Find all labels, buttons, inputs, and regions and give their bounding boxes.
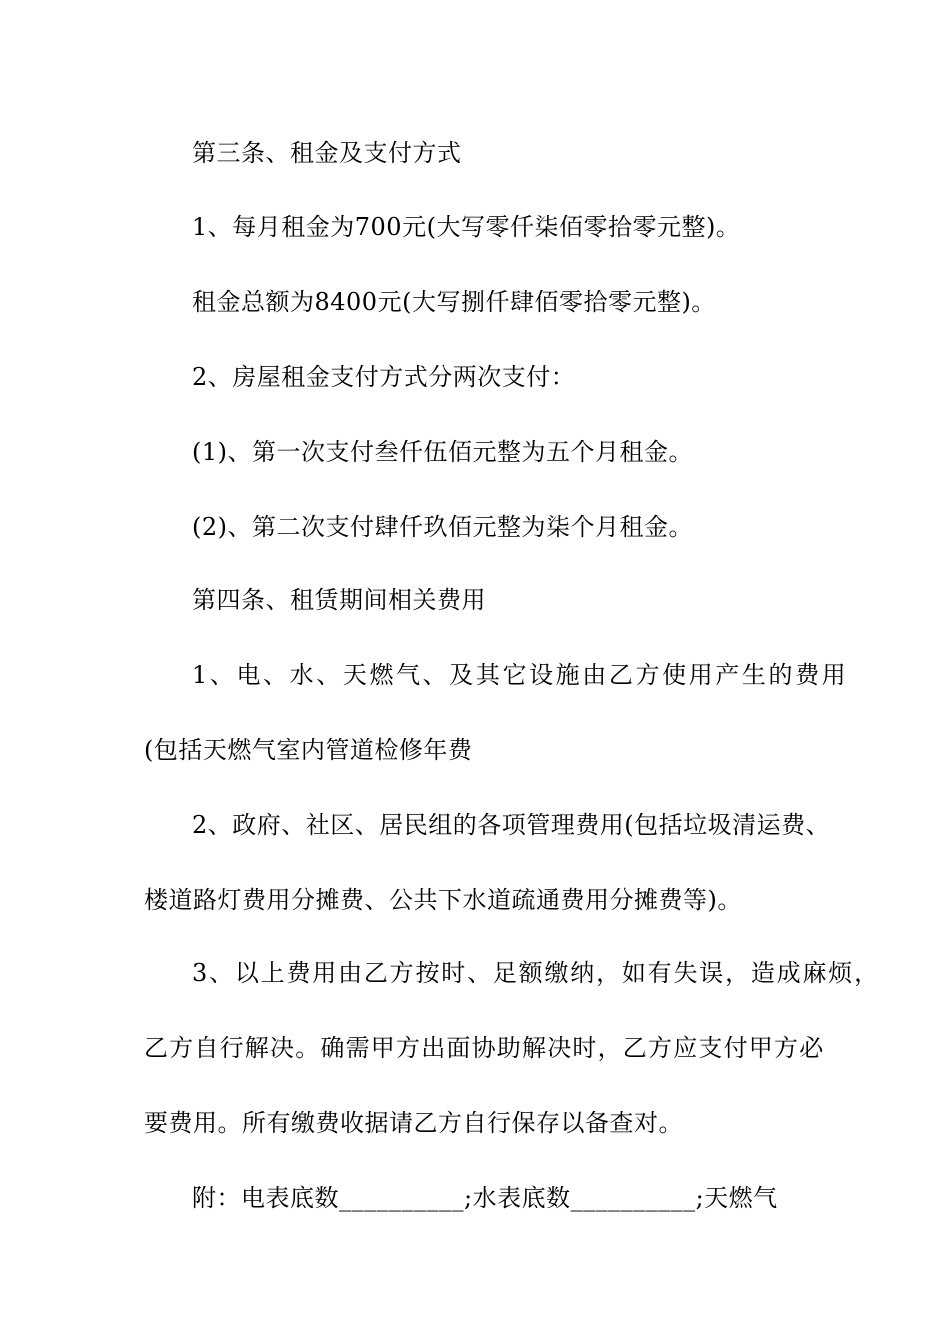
utilities-line: 1、电、水、天燃气、及其它设施由乙方使用产生的费用 <box>192 661 849 689</box>
first-payment-line: (1)、第一次支付叁仟伍佰元整为五个月租金。 <box>192 438 693 466</box>
monthly-rent-line: 1、每月租金为700元(大写零仟柒佰零拾零元整)。 <box>192 213 741 241</box>
management-fees-line: 2、政府、社区、居民组的各项管理费用(包括垃圾清运费、 <box>192 811 831 839</box>
article-3-heading: 第三条、租金及支付方式 <box>192 139 462 167</box>
second-payment-line: (2)、第二次支付肆仟玖佰元整为柒个月租金。 <box>192 513 693 541</box>
payment-responsibility-continuation-line: 乙方自行解决。确需甲方出面协助解决时，乙方应支付甲方必 <box>144 1034 825 1062</box>
payment-method-line: 2、房屋租金支付方式分两次支付： <box>192 363 576 391</box>
article-4-heading: 第四条、租赁期间相关费用 <box>192 586 486 614</box>
receipts-line: 要费用。所有缴费收据请乙方自行保存以备查对。 <box>144 1109 683 1137</box>
utilities-continuation-line: (包括天燃气室内管道检修年费 <box>144 736 473 764</box>
management-fees-continuation-line: 楼道路灯费用分摊费、公共下水道疏通费用分摊费等)。 <box>144 886 742 914</box>
total-rent-line: 租金总额为8400元(大写捌仟肆佰零拾零元整)。 <box>192 288 716 316</box>
meter-readings-line: 附：电表底数__________;水表底数__________;天燃气 <box>192 1184 778 1212</box>
payment-responsibility-line: 3、以上费用由乙方按时、足额缴纳，如有失误，造成麻烦， <box>192 959 880 987</box>
